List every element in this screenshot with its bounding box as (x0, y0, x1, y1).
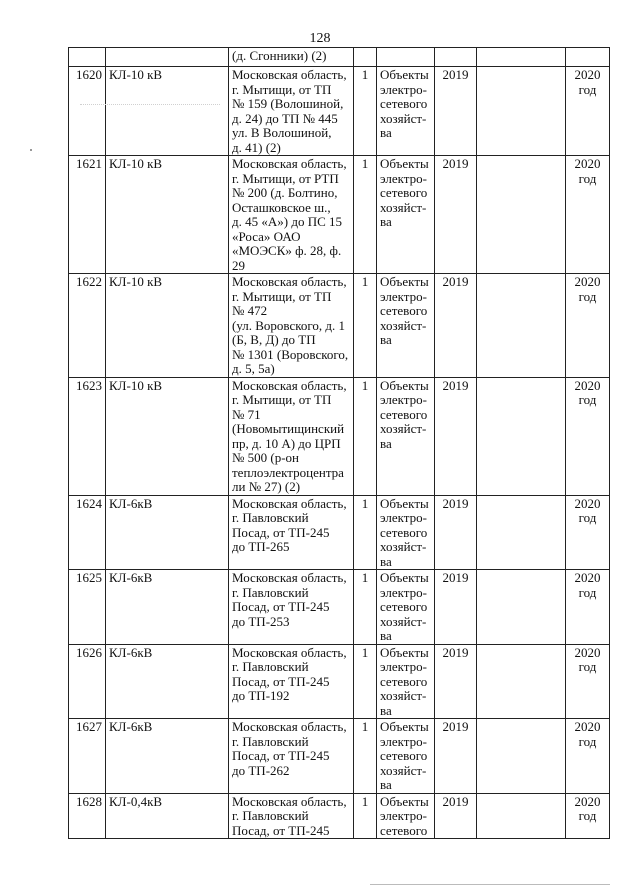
cell-extra (477, 377, 566, 495)
table-row (69, 495, 610, 570)
cell-extra (477, 793, 566, 839)
cell-qty (354, 644, 377, 719)
cell-end (566, 156, 610, 274)
year-line: 2019 (442, 570, 469, 585)
cell-category (377, 793, 435, 839)
cell-num (69, 495, 106, 570)
cell-category (377, 377, 435, 495)
cell-qty (354, 67, 377, 156)
registry-table (68, 47, 610, 839)
scan-artifact-dots (80, 104, 220, 105)
cell-category (377, 644, 435, 719)
category-line: ва (380, 332, 392, 347)
description-line: (ул. Воровского, д. 1 (232, 317, 346, 333)
cell-category (377, 719, 435, 794)
category-line: сетевого (380, 303, 428, 318)
category-line: хозяйст- (380, 539, 427, 554)
category-line: сетевого (380, 96, 428, 111)
table-row (69, 570, 610, 645)
qty-line: 1 (361, 570, 369, 585)
description-line: Московская область, (232, 644, 347, 660)
cell-qty (354, 719, 377, 794)
name-line: КЛ-10 кВ (109, 274, 163, 289)
description-line: Московская область, (232, 495, 347, 511)
cell-qty (354, 48, 377, 67)
qty-line: 1 (361, 644, 369, 660)
description-line: г. Мытищи, от ТП (232, 392, 332, 407)
end-line: год (578, 659, 597, 674)
description-line: д. 5, 5а) (232, 361, 275, 376)
description-line: до ТП-262 (232, 762, 290, 778)
description-line: г. Мытищи, от ТП (232, 288, 332, 304)
category-line: Объекты (380, 719, 429, 734)
description-line: Московская область, (232, 156, 347, 171)
end-line: 2020 (574, 793, 601, 809)
end-line: 2020 (574, 156, 601, 171)
qty-line: 1 (361, 377, 369, 393)
category-line: ва (380, 702, 392, 718)
cell-year (435, 156, 477, 274)
qty-line: 1 (361, 274, 369, 289)
cell-year (435, 274, 477, 378)
cell-description (229, 793, 354, 839)
category-line: Объекты (380, 793, 429, 809)
description-line: г. Павловский (232, 808, 309, 823)
category-line: сетевого (380, 599, 428, 614)
cell-qty (354, 274, 377, 378)
cell-extra (477, 644, 566, 719)
year-line: 2019 (442, 377, 469, 393)
year-line: 2019 (442, 495, 469, 511)
cell-name (106, 48, 229, 67)
qty-line: 1 (361, 495, 369, 511)
cell-name (106, 793, 229, 839)
cell-end (566, 793, 610, 839)
description-line: г. Павловский (232, 659, 309, 674)
category-line: Объекты (380, 274, 429, 289)
cell-extra (477, 719, 566, 794)
cell-year (435, 495, 477, 570)
cell-end (566, 495, 610, 570)
num-line: 1620 (76, 67, 102, 82)
description-line: г. Мытищи, от ТП (232, 81, 332, 97)
category-line: хозяйст- (380, 421, 427, 436)
cell-end (566, 67, 610, 156)
end-line: 2020 (574, 377, 601, 393)
description-line: № 200 (д. Болтино, (232, 185, 338, 200)
qty-line: 1 (361, 67, 369, 82)
table-body (69, 48, 610, 839)
description-line: (Новомытищинский (232, 421, 345, 436)
category-line: электро- (380, 392, 427, 407)
category-line: сетевого (380, 822, 428, 838)
end-line: год (578, 584, 597, 600)
table-row (69, 274, 610, 378)
cell-name (106, 570, 229, 645)
cell-num (69, 48, 106, 67)
category-line: электро- (380, 170, 427, 186)
end-line: год (578, 81, 597, 97)
cell-description (229, 570, 354, 645)
description-line: Московская область, (232, 719, 347, 734)
cell-num (69, 644, 106, 719)
description-line: г. Павловский (232, 510, 309, 525)
category-line: ва (380, 553, 392, 569)
category-line: сетевого (380, 406, 428, 422)
year-line: 2019 (442, 719, 469, 734)
cell-end (566, 377, 610, 495)
cell-num (69, 274, 106, 378)
year-line: 2019 (442, 644, 469, 660)
category-line: электро- (380, 584, 427, 600)
end-line: 2020 (574, 644, 601, 660)
num-line: 1622 (76, 274, 102, 289)
description-line: д. 24) до ТП № 445 (232, 110, 338, 126)
description-line: Осташковское ш., (232, 199, 331, 215)
end-line: год (578, 510, 597, 525)
description-line: Московская область, (232, 793, 347, 809)
description-line: Московская область, (232, 67, 347, 82)
name-line: КЛ-10 кВ (109, 67, 163, 82)
year-line: 2019 (442, 156, 469, 171)
category-line: ва (380, 214, 392, 229)
qty-line: 1 (361, 793, 369, 809)
category-line: сетевого (380, 524, 428, 540)
cell-category (377, 156, 435, 274)
cell-category (377, 274, 435, 378)
cell-category (377, 570, 435, 645)
description-line: № 472 (232, 303, 268, 318)
cell-qty (354, 495, 377, 570)
cell-num (69, 67, 106, 156)
end-line: год (578, 808, 597, 823)
end-line: 2020 (574, 274, 601, 289)
cell-extra (477, 48, 566, 67)
name-line: КЛ-10 кВ (109, 156, 163, 171)
qty-line: 1 (361, 719, 369, 734)
cell-name (106, 495, 229, 570)
description-line: 29 (232, 257, 245, 273)
category-line: Объекты (380, 377, 429, 393)
cell-category (377, 67, 435, 156)
cell-end (566, 719, 610, 794)
description-line: Посад, от ТП-245 (232, 822, 330, 838)
description-line: Московская область, (232, 274, 347, 289)
category-line: ва (380, 435, 392, 451)
name-line: КЛ-0,4кВ (109, 793, 163, 809)
cell-end (566, 48, 610, 67)
category-line: сетевого (380, 185, 428, 200)
page-number: 128 (309, 31, 331, 46)
qty-line: 1 (361, 156, 369, 171)
category-line: Объекты (380, 156, 429, 171)
continuation-row (69, 48, 610, 67)
name-line: КЛ-6кВ (109, 495, 153, 511)
description-line: № 1301 (Воровского, (232, 346, 349, 362)
description-line: № 500 (р-он (232, 450, 300, 465)
end-line: 2020 (574, 570, 601, 585)
category-line: ва (380, 125, 392, 140)
category-line: сетевого (380, 748, 428, 763)
description-line: г. Мытищи, от РТП (232, 170, 339, 186)
description-line: (д. Сгонники) (2) (232, 48, 327, 63)
category-line: хозяйст- (380, 762, 427, 778)
category-line: хозяйст- (380, 110, 427, 126)
cell-end (566, 570, 610, 645)
description-line: д. 45 «А») до ПС 15 (232, 214, 343, 229)
end-line: год (578, 288, 597, 304)
cell-year (435, 719, 477, 794)
name-line: КЛ-10 кВ (109, 377, 163, 393)
category-line: Объекты (380, 495, 429, 511)
category-line: ва (380, 628, 392, 643)
cell-extra (477, 67, 566, 156)
cell-name (106, 274, 229, 378)
scan-artifact-dot (30, 149, 32, 151)
description-line: № 159 (Волошиной, (232, 96, 344, 111)
description-line: «Роса» ОАО (232, 228, 301, 244)
cell-year (435, 67, 477, 156)
cell-qty (354, 570, 377, 645)
name-line: КЛ-6кВ (109, 570, 153, 585)
table-row (69, 67, 610, 156)
category-line: Объекты (380, 67, 429, 82)
category-line: электро- (380, 288, 427, 304)
category-line: хозяйст- (380, 688, 427, 703)
cell-category (377, 48, 435, 67)
scan-artifact-line (370, 884, 610, 885)
cell-num (69, 793, 106, 839)
cell-description (229, 274, 354, 378)
cell-num (69, 156, 106, 274)
cell-description (229, 495, 354, 570)
category-line: хозяйст- (380, 199, 427, 215)
description-line: Московская область, (232, 570, 347, 585)
description-line: д. 41) (2) (232, 139, 281, 155)
cell-end (566, 274, 610, 378)
cell-name (106, 156, 229, 274)
name-line: КЛ-6кВ (109, 719, 153, 734)
description-line: Посад, от ТП-245 (232, 673, 330, 689)
category-line: электро- (380, 808, 427, 823)
description-line: Московская область, (232, 377, 347, 393)
cell-year (435, 48, 477, 67)
category-line: ва (380, 777, 392, 792)
category-line: хозяйст- (380, 317, 427, 333)
cell-name (106, 719, 229, 794)
cell-num (69, 719, 106, 794)
end-line: год (578, 170, 597, 186)
description-line: ли № 27) (2) (232, 479, 301, 494)
cell-num (69, 377, 106, 495)
num-line: 1621 (76, 156, 102, 171)
end-line: 2020 (574, 67, 601, 82)
category-line: электро- (380, 81, 427, 97)
description-line: № 71 (232, 406, 261, 422)
cell-year (435, 377, 477, 495)
cell-description (229, 719, 354, 794)
description-line: до ТП-265 (232, 539, 290, 554)
category-line: электро- (380, 510, 427, 525)
description-line: Посад, от ТП-245 (232, 599, 330, 614)
year-line: 2019 (442, 793, 469, 809)
num-line: 1623 (76, 377, 102, 393)
cell-extra (477, 274, 566, 378)
description-line: «МОЭСК» ф. 28, ф. (232, 243, 342, 258)
end-line: 2020 (574, 719, 601, 734)
num-line: 1625 (76, 570, 102, 585)
table-row (69, 793, 610, 839)
table-row (69, 644, 610, 719)
cell-name (106, 644, 229, 719)
num-line: 1628 (76, 793, 102, 809)
cell-description (229, 156, 354, 274)
num-line: 1627 (76, 719, 102, 734)
category-line: сетевого (380, 673, 428, 689)
table-row (69, 719, 610, 794)
description-line: Посад, от ТП-245 (232, 524, 330, 540)
cell-qty (354, 793, 377, 839)
cell-description (229, 48, 354, 67)
cell-qty (354, 377, 377, 495)
table-row (69, 156, 610, 274)
category-line: электро- (380, 659, 427, 674)
category-line: Объекты (380, 644, 429, 660)
cell-year (435, 570, 477, 645)
end-line: год (578, 392, 597, 407)
cell-description (229, 377, 354, 495)
end-line: 2020 (574, 495, 601, 511)
cell-category (377, 495, 435, 570)
cell-extra (477, 495, 566, 570)
num-line: 1626 (76, 644, 102, 660)
description-line: Посад, от ТП-245 (232, 748, 330, 763)
description-line: до ТП-192 (232, 688, 290, 703)
description-line: г. Павловский (232, 584, 309, 600)
category-line: Объекты (380, 570, 429, 585)
description-line: теплоэлектроцентра (232, 464, 344, 480)
cell-name (106, 67, 229, 156)
cell-name (106, 377, 229, 495)
table-row (69, 377, 610, 495)
cell-year (435, 644, 477, 719)
cell-description (229, 644, 354, 719)
description-line: пр, д. 10 А) до ЦРП (232, 435, 341, 451)
category-line: хозяйст- (380, 613, 427, 629)
description-line: (Б, В, Д) до ТП (232, 332, 316, 347)
name-line: КЛ-6кВ (109, 644, 153, 660)
cell-year (435, 793, 477, 839)
cell-qty (354, 156, 377, 274)
year-line: 2019 (442, 274, 469, 289)
category-line: электро- (380, 733, 427, 749)
num-line: 1624 (76, 495, 102, 511)
end-line: год (578, 733, 597, 749)
description-line: до ТП-253 (232, 613, 290, 629)
description-line: г. Павловский (232, 733, 309, 749)
cell-num (69, 570, 106, 645)
cell-extra (477, 570, 566, 645)
year-line: 2019 (442, 67, 469, 82)
description-line: ул. В Волошиной, (232, 125, 332, 140)
cell-end (566, 644, 610, 719)
cell-description (229, 67, 354, 156)
cell-extra (477, 156, 566, 274)
